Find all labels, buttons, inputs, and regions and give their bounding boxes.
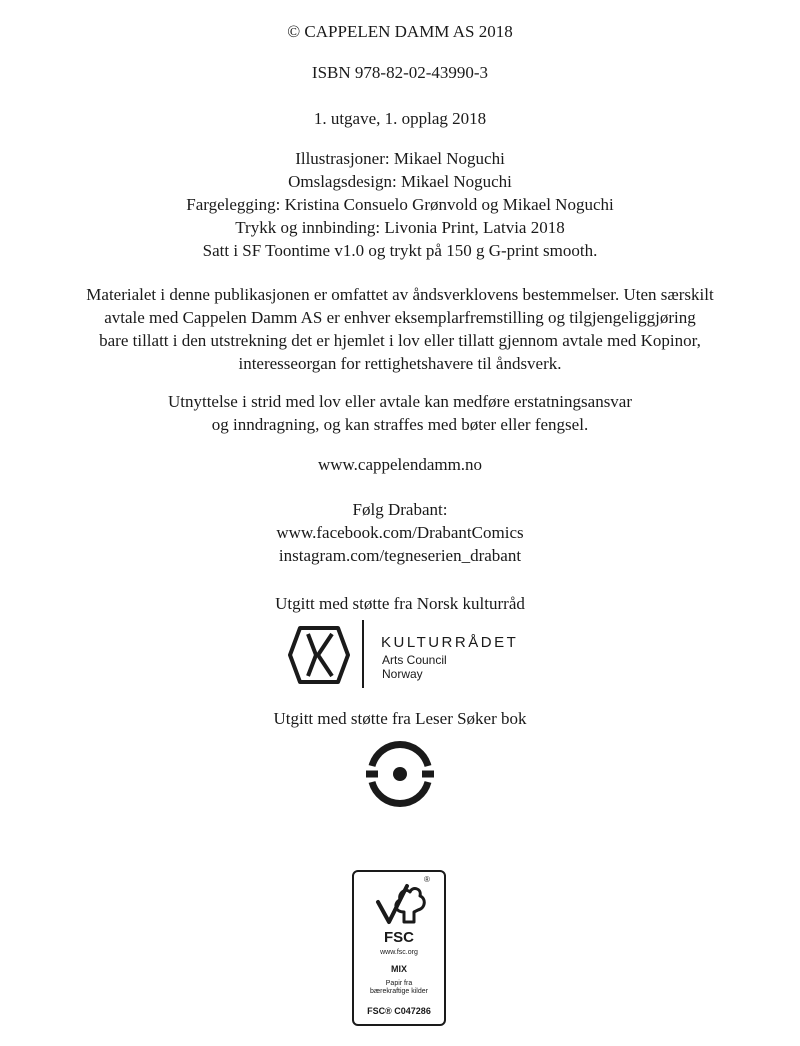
fsc-mix-label: MIX: [390, 964, 407, 974]
credit-illustrations: Illustrasjoner: Mikael Noguchi: [295, 149, 505, 168]
logo-divider: [362, 620, 364, 688]
rights-line-2: avtale med Cappelen Damm AS er enhver eksemplarfremstilling og tilgjengeliggjøring: [104, 308, 696, 327]
fsc-desc-1: Papir fra: [385, 980, 413, 987]
kulturradet-name: KULTURRÅDET: [381, 634, 519, 651]
credit-printing: Trykk og innbinding: Livonia Print, Latvia 2018: [235, 218, 565, 237]
follow-heading: Følg Drabant:: [352, 500, 448, 519]
instagram-link: instagram.com/tegneserien_drabant: [278, 546, 522, 565]
fsc-url: www.fsc.org: [380, 949, 418, 956]
fsc-license-code: FSC® C047286: [367, 1006, 431, 1016]
kulturradet-k-hexagon-icon: [284, 620, 354, 690]
rights-line-3: bare tillatt i den utstrekning det er hjemlet i lov eller tillatt gjennom avtale med Kopinor,: [99, 331, 701, 350]
fsc-tree-checkmark-icon: [374, 878, 428, 930]
credit-typeset: Satt i SF Toontime v1.0 og trykt på 150 g G-print smooth.: [202, 241, 598, 260]
fsc-name: FSC: [384, 929, 414, 946]
kulturradet-support-text: Utgitt med støtte fra Norsk kulturråd: [275, 594, 525, 613]
warning-line-2: og inndragning, og kan straffes med bøter eller fengsel.: [211, 415, 589, 434]
fsc-desc-2: bærekraftige kilder: [370, 988, 428, 995]
warning-line-1: Utnyttelse i strid med lov eller avtale kan medføre erstatningsansvar: [167, 392, 633, 411]
facebook-link: www.facebook.com/DrabantComics: [276, 523, 524, 542]
publisher-website: www.cappelendamm.no: [317, 455, 483, 474]
leser-soker-bok-eye-icon: [362, 736, 438, 812]
kulturradet-sub-2: Norway: [382, 667, 423, 681]
kulturradet-sub-1: Arts Council: [382, 653, 447, 667]
rights-line-4: interesseorgan for rettighetshavere til åndsverk.: [238, 354, 562, 373]
fsc-label: [352, 870, 446, 1026]
isbn-line: ISBN 978-82-02-43990-3: [311, 63, 489, 82]
credit-coloring: Fargelegging: Kristina Consuelo Grønvold og Mikael Noguchi: [186, 195, 614, 214]
copyright-line: © CAPPELEN DAMM AS 2018: [287, 22, 513, 41]
fsc-registered-mark: ®: [424, 875, 430, 884]
leser-support-text: Utgitt med støtte fra Leser Søker bok: [273, 709, 527, 728]
rights-line-1: Materialet i denne publikasjonen er omfattet av åndsverklovens bestemmelser. Uten særskilt: [86, 285, 714, 304]
credit-cover-design: Omslagsdesign: Mikael Noguchi: [288, 172, 512, 191]
edition-line: 1. utgave, 1. opplag 2018: [313, 109, 487, 128]
